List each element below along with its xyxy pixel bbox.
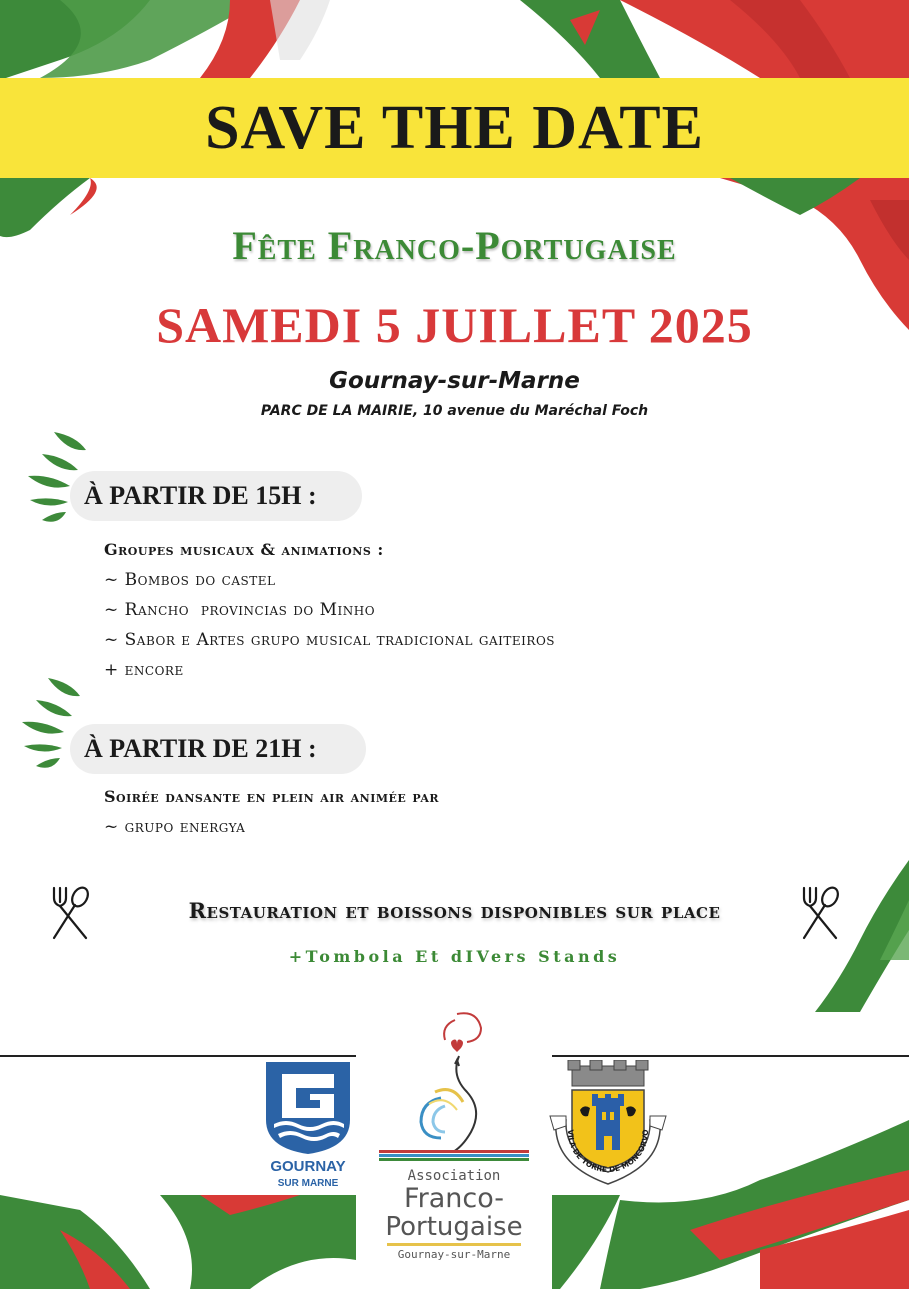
gournay-logo-name: GOURNAY (270, 1158, 346, 1175)
rooster-emblem-icon (397, 1006, 517, 1156)
time-badge-label: À PARTIR DE 21H : (84, 734, 317, 763)
evening-program (104, 785, 439, 843)
list-item: ~ grupo energya (104, 817, 246, 837)
list-item: ~ Sabor e Artes grupo musical tradicional gaiteiros (104, 630, 556, 650)
afternoon-program (104, 538, 555, 686)
event-city: Gournay-sur-Marne (329, 368, 580, 394)
save-the-date-banner (0, 78, 909, 178)
association-line-1: Association (407, 1168, 501, 1184)
flag-stripes-icon (379, 1150, 529, 1164)
association-logo (357, 1000, 551, 1270)
catering-notice: Restauration et boissons disponibles sur place (188, 898, 721, 923)
gournay-logo-icon (262, 1058, 354, 1156)
time-badge-label: À PARTIR DE 15H : (84, 481, 317, 510)
event-address: PARC DE LA MAIRIE, 10 avenue du Maréchal Foch (260, 403, 649, 419)
association-underline (387, 1243, 521, 1246)
leaf-sprig-icon (18, 674, 84, 784)
tombola-notice: +Tombola Et dIVers Stands (288, 947, 621, 966)
association-line-2: Franco- (404, 1183, 504, 1214)
program-heading: Soirée dansante en plein air animée par (104, 787, 440, 806)
time-badge-15h (70, 471, 362, 521)
event-title: Fête Franco-Portugaise (232, 223, 677, 268)
crest-text: VILA DE TORRE DE MONCORVO (565, 1129, 651, 1175)
moncorvo-crest-icon (546, 1060, 670, 1190)
association-line-4: Gournay-sur-Marne (397, 1248, 511, 1261)
footer-divider (552, 1055, 909, 1057)
banner-title: SAVE THE DATE (205, 93, 704, 162)
footer-divider (0, 1055, 356, 1057)
event-date: SAMEDI 5 JUILLET 2025 (156, 297, 753, 353)
list-item: ~ Rancho provincias do Minho (104, 600, 376, 620)
gournay-logo-sub: SUR MARNE (277, 1178, 339, 1189)
time-badge-21h (70, 724, 366, 774)
program-heading: Groupes musicaux & animations : (104, 540, 384, 559)
list-item: ~ Bombos do castel (104, 570, 276, 590)
list-item: + encore (104, 660, 184, 680)
association-line-3: Portugaise (385, 1212, 523, 1242)
